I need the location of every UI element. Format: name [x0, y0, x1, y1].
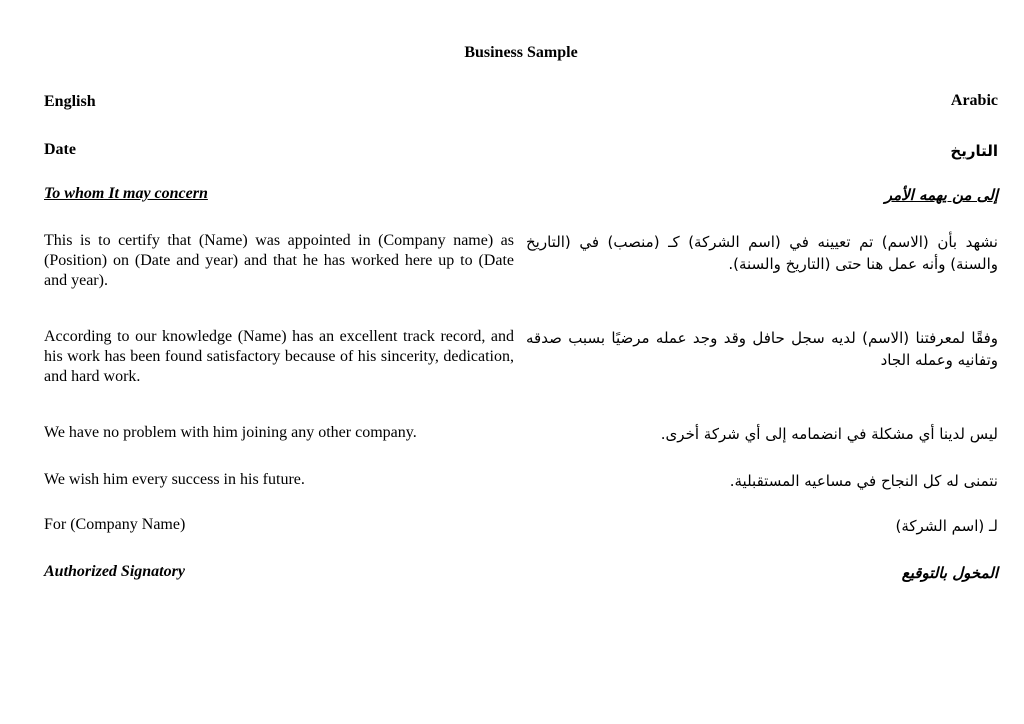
paragraph-1-ar: نشهد بأن (الاسم) تم تعيينه في (اسم الشركة) كـ (منصب) في (التاريخ والسنة) وأنه عمل هنا حتى (التاريخ والسنة). [526, 233, 998, 273]
english-column-header: English [44, 93, 96, 110]
date-label-en: Date [44, 141, 76, 158]
paragraph-3-ar: ليس لدينا أي مشكلة في انضمامه إلى أي شركة أخرى. [660, 425, 998, 443]
salutation-row [44, 184, 998, 206]
paragraph-4-ar: نتمنى له كل النجاح في مساعيه المستقبلية. [729, 472, 998, 490]
date-label-ar: التاريخ [950, 142, 998, 160]
column-headers [44, 92, 998, 114]
signatory-ar: المخول بالتوقيع [901, 564, 998, 582]
paragraph-3 [44, 423, 998, 445]
signatory-en: Authorized Signatory [44, 563, 185, 580]
document-title: Business Sample [464, 44, 578, 61]
salutation-en: To whom It may concern [44, 185, 208, 202]
paragraph-2-en: According to our knowledge (Name) has an excellent track record, and his work has been found satisfactory because of his sincerity, dedication, and hard work. [44, 328, 514, 385]
paragraph-5-ar: لـ (اسم الشركة) [895, 517, 998, 535]
signatory-row [44, 562, 998, 584]
arabic-column-header: Arabic [950, 92, 998, 109]
paragraph-1 [44, 231, 998, 293]
date-row [44, 140, 998, 162]
paragraph-3-en: We have no problem with him joining any other company. [44, 424, 417, 441]
paragraph-2 [44, 327, 998, 389]
paragraph-5-en: For (Company Name) [44, 516, 186, 533]
paragraph-5 [44, 515, 998, 537]
paragraph-1-en: This is to certify that (Name) was appointed in (Company name) as (Position) on (Date and year) and that he has worked here up to (Date and year). [44, 232, 514, 289]
paragraph-4-en: We wish him every success in his future. [44, 471, 305, 488]
paragraph-4 [44, 470, 998, 492]
paragraph-2-ar: وفقًا لمعرفتنا (الاسم) لديه سجل حافل وقد وجد عمله مرضيًا بسبب صدقه وتفانيه وعمله الجاد [526, 329, 998, 369]
salutation-ar: إلى من يهمه الأمر [884, 186, 998, 204]
